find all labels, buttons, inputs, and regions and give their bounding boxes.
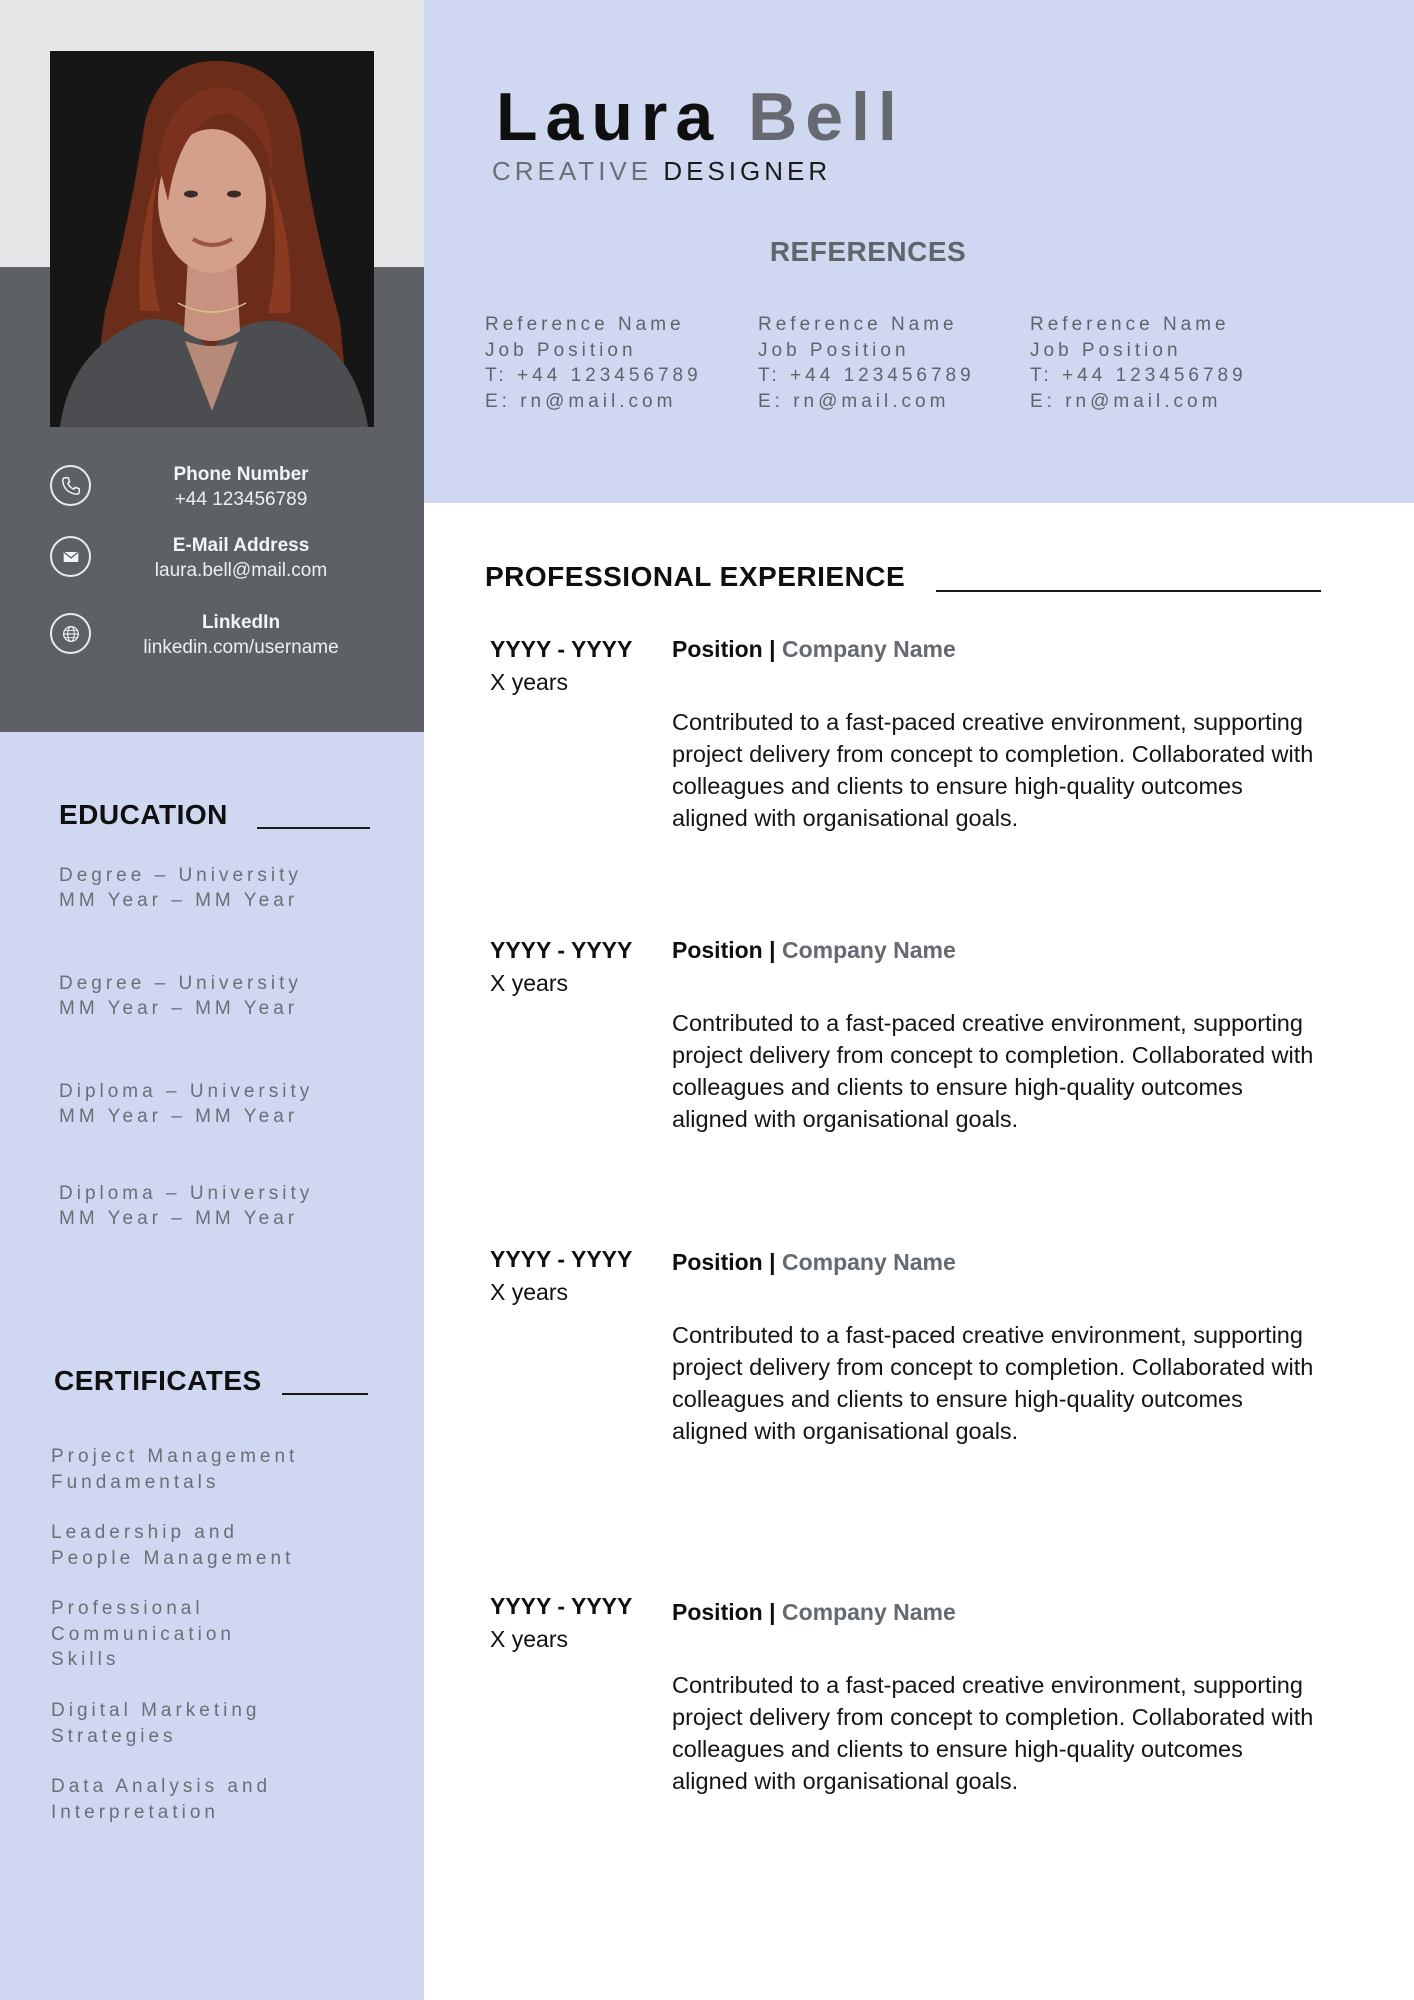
certificate-line: Digital Marketing bbox=[51, 1700, 261, 1721]
company-name: Company Name bbox=[781, 636, 956, 662]
job-dates: YYYY - YYYY bbox=[490, 1246, 633, 1272]
reference-position: Job Position bbox=[485, 339, 637, 361]
contact-label: LinkedIn bbox=[201, 612, 281, 633]
education-item bbox=[59, 863, 399, 913]
job-position: Position bbox=[672, 937, 763, 963]
contact-email bbox=[50, 533, 380, 593]
certificate-item bbox=[51, 1520, 401, 1571]
job-description: Contributed to a fast-paced creative environment, supporting project delivery from concept to completion. Collaborated with colleagues and clients to ensure high-quality outcomes aligned with organisational goals. bbox=[672, 1672, 1314, 1794]
certificate-line: Professional bbox=[51, 1598, 204, 1619]
mail-icon bbox=[50, 536, 91, 577]
experience-heading: PROFESSIONAL EXPERIENCE bbox=[485, 561, 906, 592]
job-duration: X years bbox=[490, 669, 568, 695]
experience-rule bbox=[936, 590, 1321, 592]
reference-email[interactable]: E: rn@mail.com bbox=[758, 390, 950, 412]
profile-photo bbox=[50, 51, 374, 427]
education-rule bbox=[257, 827, 370, 829]
certificate-line: Skills bbox=[51, 1649, 120, 1670]
job-dates: YYYY - YYYY bbox=[490, 1593, 633, 1619]
certificate-item bbox=[51, 1444, 401, 1495]
first-name: Laura bbox=[496, 79, 722, 155]
job-description: Contributed to a fast-paced creative environment, supporting project delivery from concept to completion. Collaborated with colleagues and clients to ensure high-quality outcomes aligned with organisational goals. bbox=[672, 1322, 1314, 1444]
job-dates: YYYY - YYYY bbox=[490, 937, 633, 963]
job-duration: X years bbox=[490, 1279, 568, 1305]
certificate-line: Project Management bbox=[51, 1446, 299, 1467]
reference-email[interactable]: E: rn@mail.com bbox=[485, 390, 677, 412]
reference-phone: T: +44 123456789 bbox=[1030, 365, 1247, 386]
job-duration: X years bbox=[490, 970, 568, 996]
job-separator: | bbox=[769, 636, 776, 662]
last-name: Bell bbox=[748, 79, 905, 155]
certificate-line: Leadership and bbox=[51, 1522, 238, 1543]
contact-phone bbox=[50, 462, 380, 522]
job-heading bbox=[672, 1599, 956, 1626]
phone-icon bbox=[50, 465, 91, 506]
reference-card bbox=[1030, 312, 1300, 414]
certificates-rule bbox=[282, 1393, 368, 1395]
certificate-line: Data Analysis and bbox=[51, 1776, 272, 1797]
job-position: Position bbox=[672, 1599, 763, 1625]
contact-label: Phone Number bbox=[173, 464, 309, 485]
certificate-item bbox=[51, 1596, 401, 1673]
job-description: Contributed to a fast-paced creative environment, supporting project delivery from concept to completion. Collaborated with colleagues and clients to ensure high-quality outcomes aligned with organisational goals. bbox=[672, 1010, 1314, 1132]
references-heading: REFERENCES bbox=[769, 236, 967, 267]
certificate-line: People Management bbox=[51, 1547, 295, 1569]
education-dates: MM Year – MM Year bbox=[59, 1106, 299, 1127]
certificate-line: Strategies bbox=[51, 1725, 177, 1747]
reference-card bbox=[485, 312, 755, 414]
job-separator: | bbox=[769, 937, 776, 963]
company-name: Company Name bbox=[781, 1599, 956, 1625]
reference-email[interactable]: E: rn@mail.com bbox=[1030, 390, 1222, 412]
reference-card bbox=[758, 312, 1028, 414]
certificate-line: Fundamentals bbox=[51, 1471, 220, 1493]
full-name bbox=[496, 74, 905, 160]
certificate-line: Interpretation bbox=[51, 1801, 219, 1823]
job-title bbox=[492, 156, 831, 186]
phone-number: +44 123456789 bbox=[174, 489, 308, 510]
education-degree: Diploma – University bbox=[59, 1081, 314, 1102]
education-degree: Degree – University bbox=[59, 865, 302, 886]
education-degree: Diploma – University bbox=[59, 1183, 314, 1204]
email-address[interactable]: laura.bell@mail.com bbox=[154, 560, 328, 581]
education-dates: MM Year – MM Year bbox=[59, 998, 299, 1019]
education-dates: MM Year – MM Year bbox=[59, 1208, 299, 1229]
job-heading bbox=[672, 1249, 956, 1276]
education-heading: EDUCATION bbox=[59, 799, 228, 830]
job-description: Contributed to a fast-paced creative environment, supporting project delivery from concept to completion. Collaborated with colleagues and clients to ensure high-quality outcomes aligned with organisational goals. bbox=[672, 709, 1314, 831]
reference-position: Job Position bbox=[758, 339, 910, 361]
job-heading bbox=[672, 937, 956, 964]
job-title-dark: DESIGNER bbox=[663, 156, 832, 186]
reference-name: Reference Name bbox=[1030, 314, 1230, 335]
certificate-item bbox=[51, 1774, 401, 1825]
job-duration: X years bbox=[490, 1626, 568, 1652]
reference-position: Job Position bbox=[1030, 339, 1182, 361]
education-dates: MM Year – MM Year bbox=[59, 890, 299, 911]
linkedin-url[interactable]: linkedin.com/username bbox=[143, 637, 339, 658]
reference-name: Reference Name bbox=[485, 314, 685, 335]
reference-phone: T: +44 123456789 bbox=[485, 365, 702, 386]
education-degree: Degree – University bbox=[59, 973, 302, 994]
job-position: Position bbox=[672, 636, 763, 662]
education-item bbox=[59, 971, 399, 1021]
job-position: Position bbox=[672, 1249, 763, 1275]
reference-phone: T: +44 123456789 bbox=[758, 365, 975, 386]
education-item bbox=[59, 1079, 399, 1129]
certificate-line: Communication bbox=[51, 1623, 235, 1645]
globe-icon bbox=[50, 613, 91, 654]
reference-name: Reference Name bbox=[758, 314, 958, 335]
company-name: Company Name bbox=[781, 937, 956, 963]
job-title-light: CREATIVE bbox=[492, 156, 653, 186]
company-name: Company Name bbox=[781, 1249, 956, 1275]
certificate-item bbox=[51, 1698, 401, 1749]
job-separator: | bbox=[769, 1599, 776, 1625]
job-separator: | bbox=[769, 1249, 776, 1275]
contact-label: E-Mail Address bbox=[172, 535, 310, 556]
contact-linkedin bbox=[50, 610, 380, 670]
job-heading bbox=[672, 636, 956, 663]
certificates-heading: CERTIFICATES bbox=[54, 1365, 262, 1396]
education-item bbox=[59, 1181, 399, 1231]
job-dates: YYYY - YYYY bbox=[490, 636, 633, 662]
